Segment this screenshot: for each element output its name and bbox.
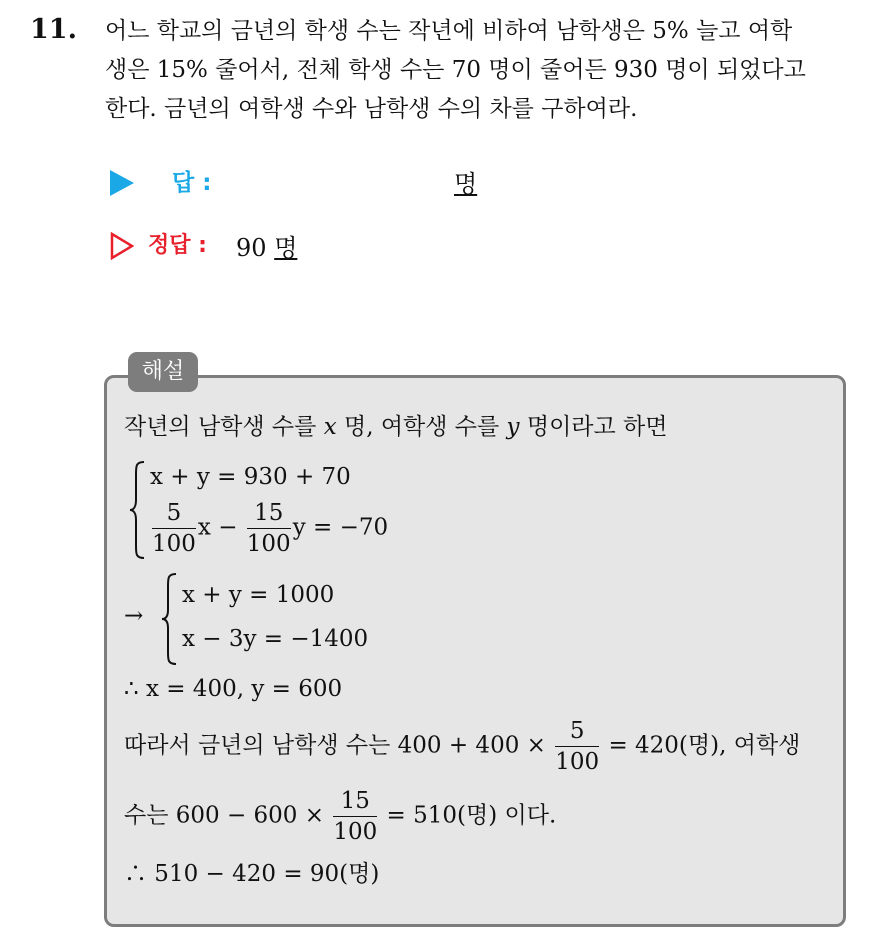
intro-part-c: 명이라고 하면 (519, 414, 668, 440)
arrow: → (124, 603, 144, 629)
correct-answer-label: 정답 : (148, 233, 207, 258)
fraction-15-100-b: $\frac{15}{100}$ (333, 788, 378, 845)
girls-part-a: 수는 600 − 600 × (124, 802, 332, 829)
intro-part-b: 명, 여학생 수를 (336, 414, 507, 440)
answer-label: 답 : (172, 170, 212, 196)
question-line-3: 한다. 금년의 여학생 수와 남학생 수의 차를 구하여라. (105, 96, 638, 122)
girls-line (124, 786, 556, 847)
therefore-line-2: ∴ 510 − 420 = 90(명) (124, 861, 380, 887)
system2-brace (160, 572, 180, 666)
boys-part-b: = 420(명), 여학생 (601, 732, 801, 759)
question-line-2: 생은 15% 줄어서, 전체 학생 수는 70 명이 줄어든 930 명이 되었다고 (105, 57, 806, 83)
question-line-1: 어느 학교의 금년의 학생 수는 작년에 비하여 남학생은 5% 늘고 여학 (105, 18, 793, 44)
correct-answer-number: 90 (236, 234, 267, 262)
fraction-15-100: $\frac{15}{100}$ (246, 500, 291, 557)
system1-eq2 (150, 498, 388, 559)
system2-eq2: x − 3y = −1400 (182, 626, 369, 652)
solution-tag: 해설 (128, 352, 198, 392)
boys-part-a: 따라서 금년의 남학생 수는 400 + 400 × (124, 732, 554, 759)
correct-answer-unit: 명 (274, 234, 298, 262)
question-text (105, 12, 875, 129)
therefore-line-1: ∴ x = 400, y = 600 (124, 676, 343, 702)
intro-var-y: y (506, 414, 520, 440)
system1-brace (128, 460, 148, 560)
answer-unit[interactable]: 명 (454, 170, 478, 198)
boys-line (124, 716, 800, 777)
correct-answer-value (236, 228, 297, 263)
intro-part-a: 작년의 남학생 수를 (124, 414, 324, 440)
play-icon (110, 170, 134, 196)
system1-tail: y = −70 (292, 514, 389, 541)
girls-part-b: = 510(명) 이다. (379, 802, 557, 829)
system1-mid: x − (197, 514, 245, 541)
solution-intro (124, 408, 667, 441)
system2-eq1: x + y = 1000 (182, 582, 335, 608)
outline-triangle-icon (110, 232, 134, 260)
system1-eq1: x + y = 930 + 70 (150, 464, 351, 490)
intro-var-x: x (323, 414, 337, 440)
fraction-5-100-b: $\frac{5}{100}$ (555, 718, 600, 775)
question-number: 11. (30, 14, 77, 45)
fraction-5-100: $\frac{5}{100}$ (152, 500, 196, 557)
